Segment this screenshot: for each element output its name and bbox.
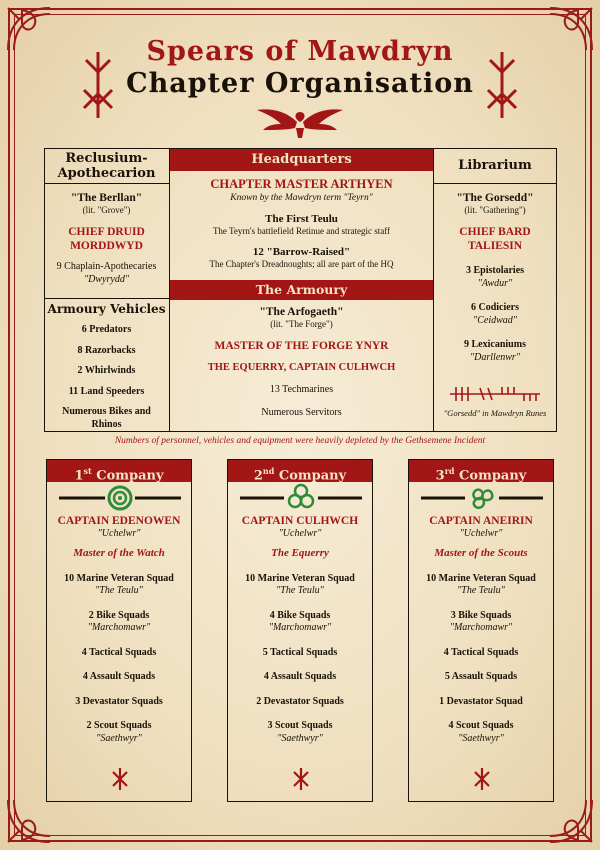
unit-term: "Marchomawr" xyxy=(87,622,151,634)
spear-star-icon xyxy=(110,767,130,791)
divider xyxy=(44,183,169,184)
company-number: 2 xyxy=(253,468,263,484)
unit-title: 5 Tactical Squads xyxy=(262,646,338,658)
hq-item2-title: 12 "Barrow-Raised" xyxy=(252,245,351,258)
spear-star-icon xyxy=(472,767,492,791)
page-subtitle: Chapter Organisation xyxy=(126,68,474,99)
captain-role: Master of the Watch xyxy=(73,546,165,559)
hq-leader: CHAPTER MASTER ARTHYEN xyxy=(210,177,393,191)
list-item: Numerous Bikes and xyxy=(62,406,151,417)
unit-term: "Marchomawr" xyxy=(268,622,332,634)
divider xyxy=(44,298,169,299)
company-header xyxy=(47,460,191,482)
librarium-leader-line2: TALIESIN xyxy=(467,240,523,252)
librarium-s1-term: "Awdur" xyxy=(477,277,513,289)
company-number: 1 xyxy=(74,468,84,484)
librarium-section xyxy=(433,191,557,364)
captain-term: "Uchelwr" xyxy=(97,528,141,540)
company-ordinal: st xyxy=(83,466,92,476)
unit-term: "The Teulu" xyxy=(276,585,324,597)
company-card xyxy=(46,459,192,802)
armoury-name: "The Arfogaeth" xyxy=(259,306,344,318)
unit-title: 10 Marine Veteran Squad xyxy=(64,572,174,584)
company-word: Company xyxy=(278,468,347,484)
list-item: 6 Predators xyxy=(81,324,132,335)
captain-name: CAPTAIN EDENOWEN xyxy=(57,515,181,527)
company-ordinal: nd xyxy=(262,466,275,476)
spear-rune-icon xyxy=(80,50,116,120)
captain-role: Master of the Scouts xyxy=(434,546,528,559)
armoury-header: The Armoury xyxy=(170,280,433,300)
unit-title: 2 Bike Squads xyxy=(88,609,150,621)
armoury-leader2: THE EQUERRY, CAPTAIN CULHWCH xyxy=(207,362,396,373)
unit-title: 2 Scout Squads xyxy=(86,720,152,732)
unit-title: 3 Devastator Squads xyxy=(75,695,163,707)
hq-leader-note: Known by the Mawdryn term "Teyrn" xyxy=(230,192,373,203)
captain-term: "Uchelwr" xyxy=(278,528,322,540)
librarium-s2-term: "Ceidwad" xyxy=(473,314,517,326)
aquila-icon xyxy=(255,104,345,140)
celtic-corner-icon xyxy=(546,796,596,846)
depletion-note: Numbers of personnel, vehicles and equipment were heavily depleted by the Gethsemene Incident xyxy=(114,436,486,446)
unit-term: "The Teulu" xyxy=(457,585,505,597)
reclusium-leader-line2: MORDDWYD xyxy=(70,240,143,252)
divider xyxy=(433,183,557,184)
librarium-lit: (lit. "Gathering") xyxy=(464,205,526,216)
hq-item1-desc: The Teyrn's battlefield Retinue and strategic staff xyxy=(212,226,391,237)
reclusium-section xyxy=(44,191,169,286)
spear-star-icon xyxy=(291,767,311,791)
list-item: 8 Razorbacks xyxy=(77,344,136,356)
company-units xyxy=(47,573,191,746)
reclusium-staff-term: "Dwyrydd" xyxy=(83,273,130,285)
company-header xyxy=(409,460,553,482)
unit-title: 4 Tactical Squads xyxy=(443,646,519,658)
celtic-corner-icon xyxy=(4,796,54,846)
librarium-s2: 6 Codiciers xyxy=(470,302,520,314)
unit-title: 4 Assault Squads xyxy=(263,671,337,683)
armoury-staff2: Numerous Servitors xyxy=(261,406,342,418)
unit-term: "Marchomawr" xyxy=(449,622,513,634)
librarium-header: Librarium xyxy=(458,158,532,173)
list-item: Rhinos xyxy=(91,418,122,430)
hq-item1-title: The First Teulu xyxy=(265,212,338,225)
triskele-icon xyxy=(228,482,372,514)
captain-name: CAPTAIN ANEIRIN xyxy=(429,515,533,527)
hq-header: Headquarters xyxy=(170,149,433,171)
unit-title: 4 Scout Squads xyxy=(448,720,514,732)
unit-term: "Saethwyr" xyxy=(277,732,323,744)
unit-term: "The Teulu" xyxy=(95,585,143,597)
reclusium-header-line2: Apothecarion xyxy=(57,166,156,181)
unit-title: 5 Assault Squads xyxy=(444,671,518,683)
unit-title: 3 Scout Squads xyxy=(267,720,333,732)
reclusium-name: "The Berllan" xyxy=(70,192,143,204)
unit-title: 2 Devastator Squads xyxy=(256,695,344,707)
company-number: 3 xyxy=(435,468,445,484)
unit-term: "Saethwyr" xyxy=(96,732,142,744)
reclusium-lit: (lit. "Grove") xyxy=(82,205,131,216)
unit-title: 4 Assault Squads xyxy=(82,671,156,683)
company-card xyxy=(408,459,554,802)
company-ordinal: rd xyxy=(444,466,455,476)
librarium-s1: 3 Epistolaries xyxy=(465,265,525,277)
librarium-leader-line1: CHIEF BARD xyxy=(459,225,531,238)
unit-title: 4 Tactical Squads xyxy=(81,646,157,658)
reclusium-leader-line1: CHIEF DRUID xyxy=(68,225,145,238)
hq-section xyxy=(170,177,433,271)
librarium-s3-term: "Darllenwr" xyxy=(469,351,521,363)
company-units xyxy=(228,573,372,746)
list-item: 2 Whirlwinds xyxy=(77,365,136,376)
captain-term: "Uchelwr" xyxy=(459,528,503,540)
captain-name: CAPTAIN CULHWCH xyxy=(241,515,359,527)
spear-rune-icon xyxy=(484,50,520,120)
hq-item2-desc: The Chapter's Dreadnoughts; all are part of the HQ xyxy=(209,259,394,270)
vehicles-list xyxy=(44,324,169,431)
librarium-name: "The Gorsedd" xyxy=(456,192,534,204)
armoury-section xyxy=(170,305,433,419)
ogham-rune-icon xyxy=(448,384,542,404)
triskele-icon xyxy=(47,482,191,514)
company-header xyxy=(228,460,372,482)
armoury-leader: MASTER OF THE FORGE YNYR xyxy=(214,339,389,352)
reclusium-staff: 9 Chaplain-Apothecaries xyxy=(56,261,157,273)
page-title: Spears of Mawdryn xyxy=(146,36,454,67)
rune-caption: "Gorsedd" in Mawdryn Runes xyxy=(443,408,547,418)
armoury-lit: (lit. "The Forge") xyxy=(270,319,333,330)
armoury-staff1: 13 Techmarines xyxy=(269,384,334,396)
company-units xyxy=(409,573,553,746)
company-card xyxy=(227,459,373,802)
unit-title: 10 Marine Veteran Squad xyxy=(426,572,536,584)
unit-title: 10 Marine Veteran Squad xyxy=(245,572,355,584)
reclusium-header xyxy=(44,151,169,181)
triskele-icon xyxy=(409,482,553,514)
reclusium-header-line1: Reclusium- xyxy=(65,151,148,166)
vehicles-header: Armoury Vehicles xyxy=(47,302,166,316)
company-word: Company xyxy=(459,468,527,484)
unit-title: 3 Bike Squads xyxy=(450,609,512,621)
captain-role: The Equerry xyxy=(271,546,329,559)
unit-title: 4 Bike Squads xyxy=(269,609,331,621)
unit-title: 1 Devastator Squad xyxy=(439,695,523,707)
list-item: 11 Land Speeders xyxy=(68,385,145,397)
librarium-s3: 9 Lexicaniums xyxy=(464,339,526,351)
company-word: Company xyxy=(96,468,164,484)
unit-term: "Saethwyr" xyxy=(458,732,504,744)
